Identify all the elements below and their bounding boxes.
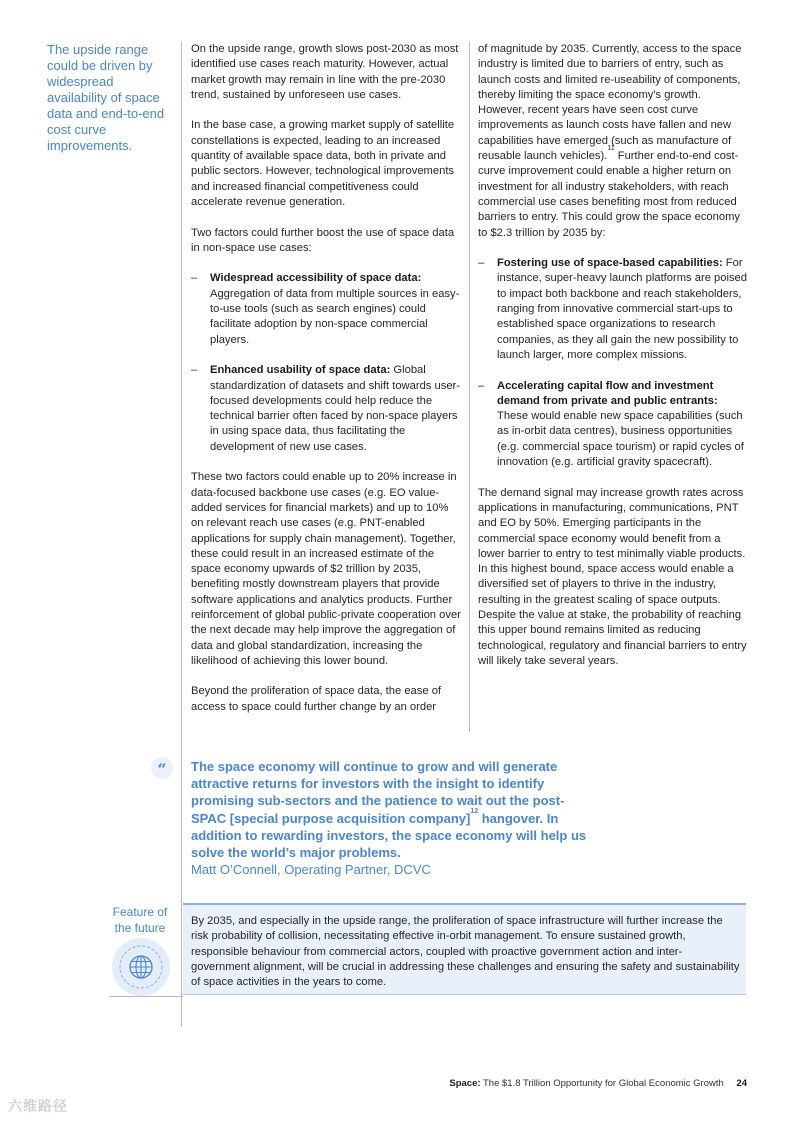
list-item: [191, 363, 461, 455]
paragraph: These two factors could enable up to 20% increase in data-focused backbone use cases (e.g. EO value-added services for financial markets) and up to 10% on relevant reach use cases (e.g. PNT-enabled applications for supply chain management). Together, these could result in an increased estimate of the space economy upwards of $2 trillion by 2035, benefiting mostly downstream players that provide software applications and analytics products. Further reinforcement of global public-private cooperation over the next decade may help improve the aggregation of data and global standardization, increasing the likelihood of achieving this lower bound.: [191, 471, 461, 667]
quote-text: hangover. In addition to rewarding investors, the space economy will help us solve the world’s major problems.: [191, 810, 587, 861]
sidebar-pull-quote: The upside range could be driven by widespread availability of space data and end-to-end cost curve improvements.: [47, 42, 165, 153]
body-column-2: [478, 42, 748, 669]
page-footer: [449, 1078, 747, 1089]
list-item-text: For instance, super-heavy launch platforms are poised to impact both backbone and reach stakeholders, ranging from innovative commercial start-ups to established space organizations to research companies, as they all gain the new possibility to launch larger, more complex missions.: [497, 257, 747, 361]
footnote-ref: 11: [607, 145, 615, 153]
body-column-1: [191, 42, 461, 715]
watermark: 六维路径: [8, 1098, 68, 1114]
footer-title: The $1.8 Trillion Opportunity for Global Economic Growth: [483, 1078, 724, 1089]
feature-text: By 2035, and especially in the upside range, the proliferation of space infrastructure will further increase the risk probability of collision, necessitating effective in-orbit management. To ensure sustained growth, responsible behaviour from commercial actors, coupled with proactive government action and inter-government alignment, will be crucial in addressing these challenges and ensuring the safety and sustainability of space activities in the years to come.: [191, 915, 740, 989]
dash-bullet: –: [478, 257, 485, 270]
list-item: [478, 379, 748, 471]
quote-attribution: Matt O’Connell, Operating Partner, DCVC: [191, 862, 431, 877]
list-item-title: Widespread accessibility of space data:: [210, 272, 422, 285]
paragraph: Beyond the proliferation of space data, the ease of access to space could further change by an order: [191, 685, 442, 713]
list-item: [191, 271, 461, 347]
quote-text: The space economy will continue to grow and will generate attractive returns for investors with the insight to identify promising sub-sectors and the patience to wait out the post-SPAC [special purpose acquisition company]: [191, 759, 565, 826]
paragraph: Two factors could further boost the use of space data in non-space use cases:: [191, 226, 455, 254]
left-column-rule: [181, 42, 182, 1027]
feature-bottom-rule: [109, 996, 183, 997]
page-number: 24: [736, 1078, 747, 1089]
globe-icon: [111, 937, 171, 997]
list-item-title: Fostering use of space-based capabilities:: [497, 257, 723, 270]
dash-bullet: –: [478, 379, 485, 392]
feature-callout-box: [183, 903, 746, 995]
middle-column-rule: [469, 42, 470, 732]
paragraph: On the upside range, growth slows post-2030 as most identified use cases reach maturity. However, actual market growth may remain in line with the pre-2030 trend, sustained by unforeseen use cases.: [191, 43, 459, 101]
dash-bullet: –: [191, 364, 198, 377]
list-item-text: Global standardization of datasets and shift towards user-focused developments could help reduce the technical barrier often faced by non-space players in using space data, thus facilitating the development of new use cases.: [210, 364, 460, 453]
list-item: [478, 256, 748, 363]
paragraph: The demand signal may increase growth rates across applications in manufacturing, communications, PNT and EO by 50%. Emerging participants in the commercial space economy would benefit from a lower barrier to entry to test minimally viable products. In this highest bound, space access would enable a diversified set of players to thrive in the industry, resulting in the greatest scaling of space outputs. Despite the value at stake, the probability of reaching this upper bound remains limited as reducing technological, regulatory and financial barriers to entry will likely take several years.: [478, 486, 747, 667]
paragraph: [478, 42, 748, 241]
quote-mark-icon: “: [151, 757, 173, 779]
pull-quote: [191, 758, 591, 861]
list-item-text: Aggregation of data from multiple sources in easy-to-use tools (such as search engines) could facilitate adoption by non-space commercial players.: [210, 287, 460, 346]
list-item-title: Enhanced usability of space data:: [210, 364, 391, 377]
paragraph-text: Further end-to-end cost-curve improvement could enable a higher return on investment for all industry stakeholders, with reach commercial use cases benefiting most from reduced barriers to entry. This could grow the space economy to $2.3 trillion by 2035 by:: [478, 150, 740, 239]
dash-bullet: –: [191, 272, 198, 285]
paragraph-text: of magnitude by 2035. Currently, access to the space industry is limited due to barriers of entry, such as launch costs and limited re-useability of components, thereby limiting the space economy's growth. However, recent years have seen cost curve improvements as launch costs have fallen and new capabilities have emerged (such as manufacture of reusable launch vehicles).: [478, 43, 742, 163]
feature-title: Feature of the future: [112, 905, 168, 935]
list-item-title: Accelerating capital flow and investment demand from private and public entrants:: [497, 379, 718, 407]
footnote-ref: 12: [470, 808, 479, 816]
paragraph: In the base case, a growing market supply of satellite constellations is expected, leading to an increased quantity of available space data, both in private and public sectors. However, technological improvements and increased financial competitiveness could accelerate revenue generation.: [191, 119, 455, 208]
footer-brand: Space:: [449, 1078, 481, 1089]
list-item-text: These would enable new space capabilities (such as in-orbit data centres), business opportunities (e.g. commercial space tourism) or rapid cycles of innovation (e.g. artificial gravity spacecraft).: [497, 410, 744, 469]
